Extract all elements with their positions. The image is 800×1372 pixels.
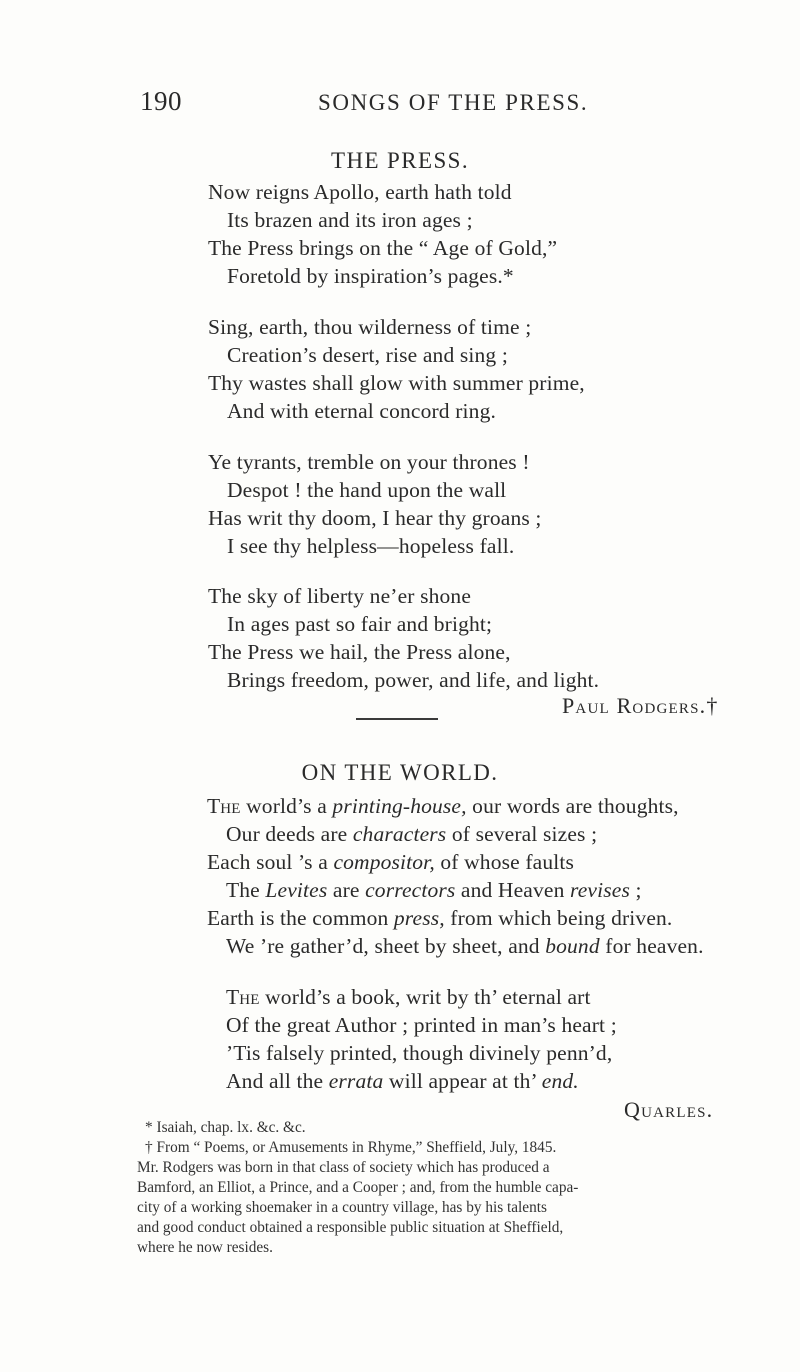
poem-line: The Press brings on the “ Age of Gold,” <box>208 236 558 260</box>
poem-text-italic: bound <box>545 934 600 958</box>
poem-line <box>207 850 574 875</box>
poem-text: our words are thoughts, <box>466 794 679 818</box>
poem-text-italic: errata <box>328 1069 384 1093</box>
poem-text: Our deeds are <box>226 822 353 846</box>
footnote-text: where he now resides. <box>137 1239 273 1256</box>
poem-line: Despot ! the hand upon the wall <box>227 478 507 502</box>
footnote-text: and good conduct obtained a responsible public situation at Sheffield, <box>137 1219 564 1236</box>
footnote-text: Mr. Rodgers was born in that class of society which has produced a <box>137 1159 550 1176</box>
poem-line <box>226 985 591 1010</box>
poem-text: We ’re gather’d, sheet by sheet, and <box>226 934 546 958</box>
poem-line: I see thy helpless—hopeless fall. <box>227 534 515 558</box>
poem-line: Its brazen and its iron ages ; <box>227 208 473 232</box>
attribution: Quarles. <box>624 1097 714 1122</box>
attribution: Paul Rodgers.† <box>562 693 719 718</box>
poem-line: ’Tis falsely printed, though divinely penn’d, <box>226 1041 613 1065</box>
poem-line <box>207 794 679 819</box>
poem-text: Earth is the common <box>207 906 394 930</box>
poem-text: will appear at th’ <box>383 1069 542 1093</box>
poem-text-italic: compositor, <box>333 850 435 874</box>
poem-line: Foretold by inspiration’s pages.* <box>227 264 514 288</box>
poem-text: from which being driven. <box>444 906 673 930</box>
poem-line <box>226 1069 579 1094</box>
poem-line: Ye tyrants, tremble on your thrones ! <box>208 450 530 474</box>
poem-text: are <box>327 878 366 902</box>
footnote-text: city of a working shoemaker in a country village, has by his talents <box>137 1199 547 1216</box>
poem-line <box>226 878 642 903</box>
running-head: SONGS OF THE PRESS. <box>318 90 589 115</box>
poem-text: of several sizes ; <box>446 822 598 846</box>
poem-line: Has writ thy doom, I hear thy groans ; <box>208 506 542 530</box>
poem-text: The <box>226 878 266 902</box>
poem-line: In ages past so fair and bright; <box>227 612 493 636</box>
poem-line <box>207 906 672 931</box>
poem-text-italic: Levites <box>265 878 328 902</box>
poem-line: Of the great Author ; printed in man’s heart ; <box>226 1013 617 1037</box>
poem-text-italic: end. <box>541 1069 579 1093</box>
poem-line: And with eternal concord ring. <box>227 399 496 423</box>
poem-text: of whose faults <box>434 850 574 874</box>
poem-text: world’s a book, writ by th’ eternal art <box>259 985 591 1009</box>
poem-line <box>226 934 704 959</box>
footnote: † From “ Poems, or Amusements in Rhyme,” Sheffield, July, 1845. <box>145 1139 557 1156</box>
page-number: 190 <box>140 86 182 116</box>
section-rule <box>356 718 438 720</box>
poem-line: The sky of liberty ne’er shone <box>208 584 472 608</box>
poem-text-italic: revises <box>570 878 630 902</box>
poem-title: ON THE WORLD. <box>301 760 499 785</box>
poem-text-italic: correctors <box>365 878 456 902</box>
poem-line: Thy wastes shall glow with summer prime, <box>208 371 585 395</box>
poem-line <box>226 822 597 847</box>
poem-text: for heaven. <box>599 934 704 958</box>
poem-text-italic: press, <box>393 906 445 930</box>
poem-text: Each soul ’s a <box>207 850 334 874</box>
footnote-text: Bamford, an Elliot, a Prince, and a Cooper ; and, from the humble capa- <box>137 1179 579 1196</box>
poem-text: ; <box>629 878 642 902</box>
poem-line: Creation’s desert, rise and sing ; <box>227 343 508 367</box>
poem-line: Brings freedom, power, and life, and light. <box>227 668 600 692</box>
poem-line: Sing, earth, thou wilderness of time ; <box>208 315 532 339</box>
poem-text: The <box>226 985 260 1009</box>
poem-text-italic: printing-house, <box>332 794 467 818</box>
poem-text: and Heaven <box>455 878 571 902</box>
poem-line: The Press we hail, the Press alone, <box>208 640 511 664</box>
poem-text: The <box>207 794 241 818</box>
poem-text-italic: characters <box>352 822 447 846</box>
poem-text: And all the <box>226 1069 329 1093</box>
footnote: * Isaiah, chap. lx. &c. &c. <box>145 1119 306 1136</box>
poem-text: world’s a <box>240 794 333 818</box>
poem-line: Now reigns Apollo, earth hath told <box>208 180 512 204</box>
poem-title: THE PRESS. <box>331 148 469 173</box>
